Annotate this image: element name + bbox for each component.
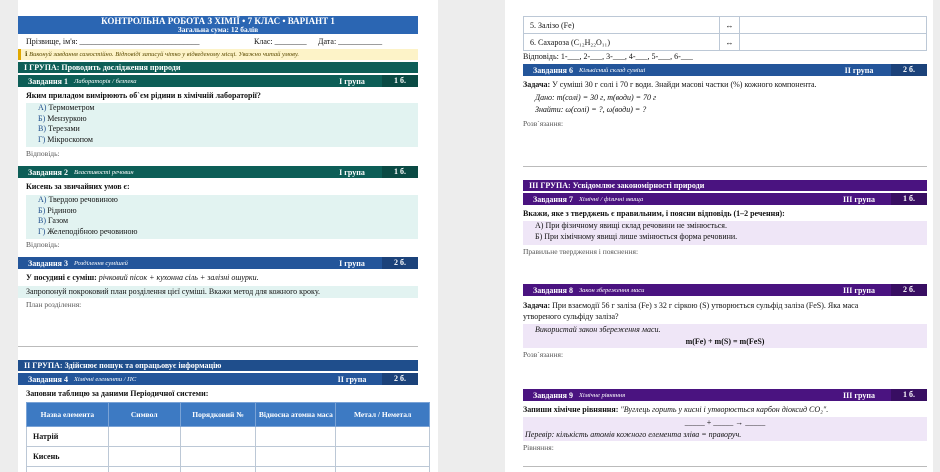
task7-statement-a[interactable]: А) При фізичному явищі склад речовини не змінюється. (535, 221, 727, 230)
matching-item: 6. Сахароза (C₁₂H₂₂O₁₁) (524, 34, 720, 51)
worksheet-title: КОНТРОЛЬНА РОБОТА З ХІМІЇ • 7 КЛАС • ВАРІАНТ 1 (101, 16, 335, 26)
task2-option-a[interactable]: А) Твердою речовиною (38, 195, 118, 204)
task2-option-d[interactable]: Г) Желеподібною речовиною (38, 226, 138, 236)
task9-equation-box (523, 417, 927, 441)
task7-header (523, 193, 927, 205)
task2-number: Завдання 2 (28, 167, 68, 177)
divider (18, 346, 418, 347)
table-cell[interactable] (336, 447, 430, 467)
task6-solution-field[interactable]: Розв`язання: (523, 119, 564, 128)
worksheet-page-left (18, 0, 438, 472)
task1-header (18, 75, 418, 87)
task1-answer-field[interactable]: Відповідь: (26, 149, 60, 158)
task8-problem: Задача: При взаємодії 56 г заліза (Fe) з 32 г сіркою (S) утворюється сульфід заліза (FeS). Яка маса утвореного сульфіду заліза? (523, 301, 859, 321)
task1-number: Завдання 1 (28, 76, 68, 86)
task8-hint-box (523, 324, 927, 348)
task7-statements (523, 221, 927, 245)
task6-given: Дано: m(солі) = 30 г, m(води) = 70 г (535, 93, 657, 102)
task2-header (18, 166, 418, 178)
date-field[interactable]: Дата: ___________ (318, 37, 383, 46)
task2-options (26, 195, 418, 239)
double-arrow-icon: ↔ (720, 17, 740, 34)
task6-group: ІІ група (844, 65, 874, 75)
instructions-notice (18, 49, 418, 60)
task1-topic: Лабораторія / безпека (73, 77, 137, 85)
worksheet-total-score: Загальна сума: 12 балів (177, 25, 259, 34)
task9-equation-field[interactable]: Рівняння: (523, 443, 554, 452)
task1-option-d[interactable]: Г) Мікроскопом (38, 134, 93, 144)
table-cell[interactable] (108, 467, 180, 472)
task4-question: Заповни таблицю за даними Періодичної системи: (26, 389, 209, 398)
task7-statement-b[interactable]: Б) При хімічному явищі лише змінюється форма речовини. (535, 231, 738, 241)
task9-topic: Хімічне рівняння (578, 391, 626, 399)
task3-number: Завдання 3 (28, 258, 68, 268)
task8-topic: Закон збереження маси (578, 286, 645, 294)
task3-instruction: Запропонуй покроковий план розділення цієї суміші. Вкажи метод для кожного кроку. (18, 286, 418, 298)
task4-topic: Хімічні елементи / ПС (73, 375, 137, 383)
task3-points: 2 б. (382, 257, 418, 269)
matching-item: 5. Залізо (Fe) (524, 17, 720, 34)
divider (523, 166, 927, 167)
table-header-row (27, 403, 430, 427)
task9-points: 1 б. (891, 389, 927, 401)
task4-group: ІІ група (337, 374, 367, 384)
matching-table (523, 16, 927, 51)
divider (523, 466, 927, 467)
table-cell[interactable] (256, 447, 336, 467)
group2-header: ІІ ГРУПА: Здійснює пошук та опрацьовує інформацію (18, 360, 418, 371)
task4-header (18, 373, 418, 385)
task8-points: 2 б. (891, 284, 927, 296)
row-element-name: Кисень (27, 447, 109, 467)
task2-answer-field[interactable]: Відповідь: (26, 240, 60, 249)
table-row (27, 427, 430, 447)
task2-question: Кисень за звичайних умов є: (26, 182, 130, 191)
group1-header: І ГРУПА: Проводить дослідження природи (18, 62, 418, 73)
group3-header: ІІІ ГРУПА: Усвідомлює закономірності природи (523, 180, 927, 191)
task7-topic: Хімічні / фізичні явища (578, 195, 644, 203)
table-cell[interactable] (336, 427, 430, 447)
task1-option-a[interactable]: А) Термометром (38, 103, 95, 112)
periodic-table-task (26, 402, 430, 472)
task7-question: Вкажи, яке з тверджень є правильним, і поясни відповідь (1–2 речення): (523, 209, 785, 218)
task3-plan-field[interactable]: План розділення: (26, 300, 82, 309)
name-field[interactable]: Прізвище, ім'я: ______________________________ (26, 37, 200, 46)
task1-group: І група (339, 76, 365, 86)
table-row (27, 447, 430, 467)
task1-points: 1 б. (382, 75, 418, 87)
worksheet-title-block (18, 16, 418, 34)
task8-group: ІІІ група (843, 285, 875, 295)
col-metal-nonmetal: Метал / Неметал (336, 403, 430, 427)
matching-answer-field[interactable]: Відповідь: 1-___, 2-___, 3-___, 4-___, 5-___, 6-___ (523, 52, 693, 61)
task2-group: І група (339, 167, 365, 177)
table-row (524, 17, 927, 34)
table-cell[interactable] (336, 467, 430, 472)
class-field[interactable]: Клас: ________ (254, 37, 307, 46)
table-cell[interactable] (108, 447, 180, 467)
col-element-name: Назва елемента (27, 403, 109, 427)
task6-find: Знайти: ω(солі) = ?, ω(води) = ? (535, 105, 647, 114)
table-cell[interactable] (180, 447, 256, 467)
col-atomic-mass: Відносна атомна маса (256, 403, 336, 427)
task6-problem: Задача: У суміші 30 г солі і 70 г води. Знайди масові частки (%) кожного компонента. (523, 80, 817, 89)
table-row (27, 467, 430, 472)
worksheet-page-right (505, 0, 933, 472)
task2-option-c[interactable]: В) Газом (38, 216, 68, 225)
task2-points: 1 б. (382, 166, 418, 178)
table-cell[interactable] (180, 427, 256, 447)
task8-hint: Використай закон збереження маси. (535, 325, 661, 334)
task3-group: І група (339, 258, 365, 268)
task2-option-b[interactable]: Б) Рідиною (38, 205, 77, 215)
task7-number: Завдання 7 (533, 194, 573, 204)
row-element-name: Натрій (27, 427, 109, 447)
task4-points: 2 б. (382, 373, 418, 385)
table-cell[interactable] (740, 17, 927, 34)
task9-group: ІІІ група (843, 390, 875, 400)
task6-points: 2 б. (891, 64, 927, 76)
task1-question: Яким приладом вимірюють об`єм рідини в хімічній лабораторії? (26, 91, 261, 100)
table-cell[interactable] (27, 467, 109, 472)
task9-question: Запиши хімічне рівняння: "Вуглець горить у кисні і утворюється карбон діоксид CO₂". (523, 405, 829, 414)
task1-option-c[interactable]: В) Терезами (38, 124, 80, 133)
task9-check-hint: Перевір: кількість атомів кожного елемента зліва = праворуч. (525, 430, 742, 439)
task3-topic: Розділення сумішей (73, 259, 128, 267)
task8-number: Завдання 8 (533, 285, 573, 295)
task9-number: Завдання 9 (533, 390, 573, 400)
task2-topic: Властивості речовин (73, 168, 134, 176)
task3-question: У посудині є суміш: річковий пісок + кухонна сіль + залізні ошурки. (26, 273, 259, 282)
table-cell[interactable] (180, 467, 256, 472)
col-symbol: Символ (108, 403, 180, 427)
task9-blank-equation[interactable]: _____ + _____ → _____ (684, 418, 766, 427)
task1-option-b[interactable]: Б) Мензуркою (38, 113, 87, 123)
task8-solution-field[interactable]: Розв`язання: (523, 350, 564, 359)
task8-header (523, 284, 927, 296)
table-cell[interactable] (256, 427, 336, 447)
task6-header (523, 64, 927, 76)
task9-header (523, 389, 927, 401)
task3-header (18, 257, 418, 269)
task6-topic: Кількісний склад суміші (578, 66, 646, 74)
task7-answer-field[interactable]: Правильне твердження і пояснення: (523, 247, 639, 256)
task7-points: 1 б. (891, 193, 927, 205)
table-cell[interactable] (740, 34, 927, 51)
task6-number: Завдання 6 (533, 65, 573, 75)
info-icon: ℹ (25, 51, 28, 58)
table-cell[interactable] (256, 467, 336, 472)
task4-number: Завдання 4 (28, 374, 68, 384)
task1-options (26, 103, 418, 147)
double-arrow-icon: ↔ (720, 34, 740, 51)
task7-group: ІІІ група (843, 194, 875, 204)
table-row (524, 34, 927, 51)
col-number: Порядковий № (180, 403, 256, 427)
table-cell[interactable] (108, 427, 180, 447)
task8-formula: m(Fe) + m(S) = m(FeS) (685, 337, 765, 346)
notice-text: Виконуй завдання самостійно. Відповіді записуй чітко у відведеному місці. Уважно читай умову. (29, 51, 300, 58)
